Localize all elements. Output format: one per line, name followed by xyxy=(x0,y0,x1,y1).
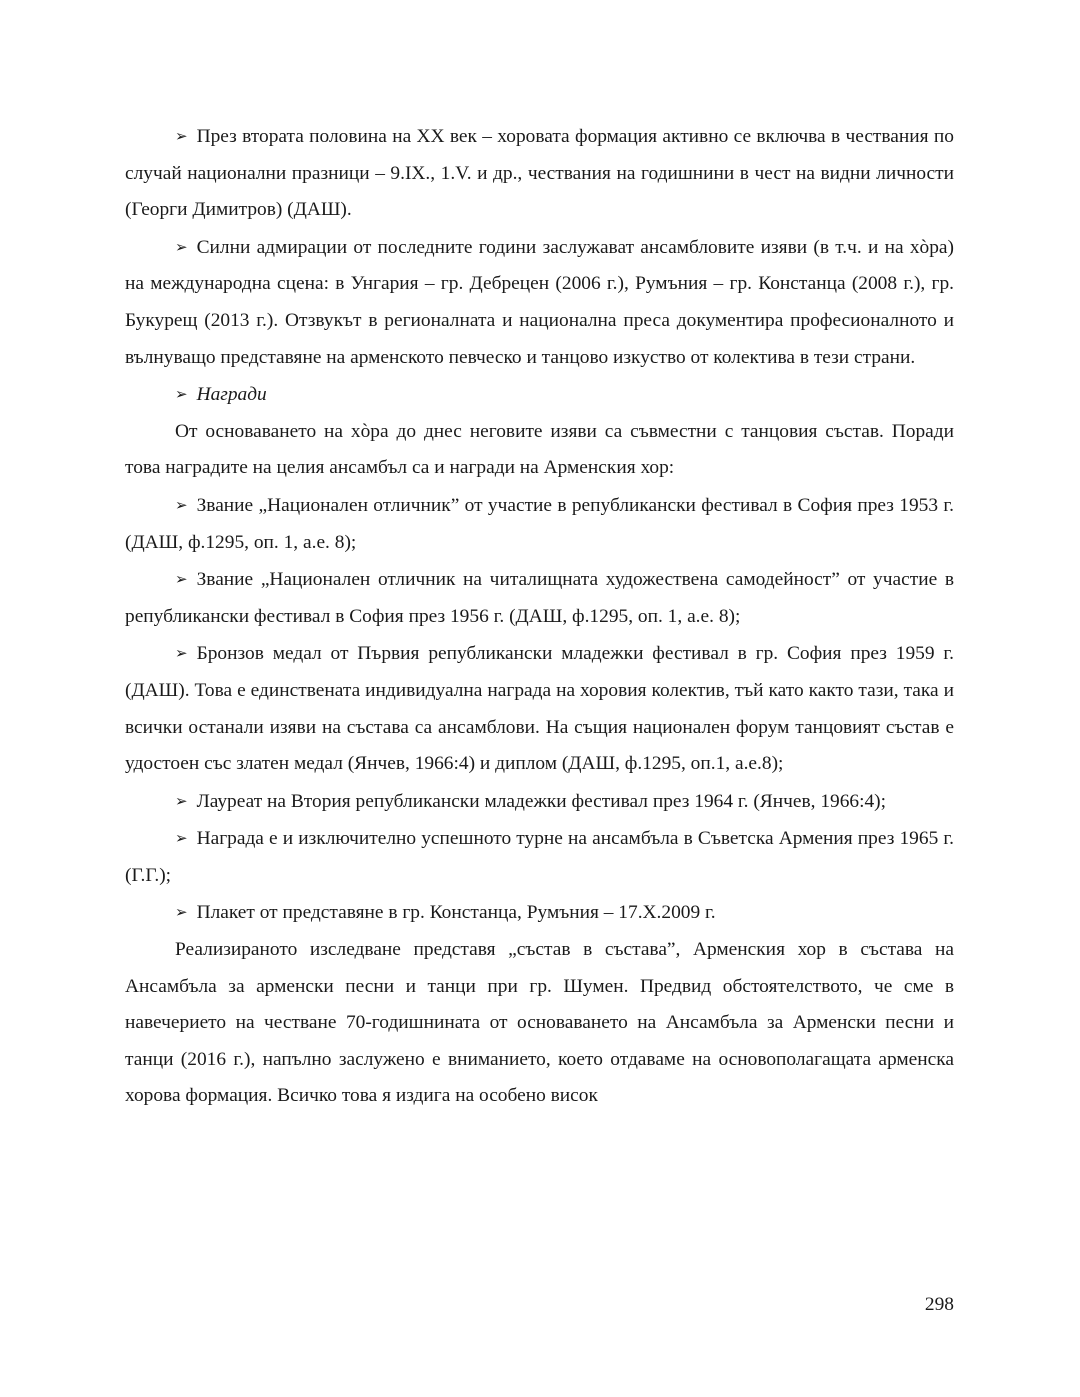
bullet-arrow-icon: ➢ xyxy=(175,495,188,514)
bullet-arrow-icon: ➢ xyxy=(175,237,188,256)
section-heading-awards xyxy=(125,376,954,414)
bullet-arrow-icon: ➢ xyxy=(175,570,188,589)
paragraph-international xyxy=(125,229,954,376)
bullet-arrow-icon: ➢ xyxy=(175,903,188,922)
paragraph-award-1965 xyxy=(125,820,954,894)
paragraph-text: Лауреат на Втория републикански младежки фестивал през 1964 г. (Янчев, 1966:4); xyxy=(196,790,887,812)
paragraph-text: Награда е и изключително успешното турне на ансамбъла в Съветска Армения през 1965 г. (Г.Г.); xyxy=(125,828,954,886)
page-body xyxy=(125,118,954,1115)
bullet-arrow-icon: ➢ xyxy=(175,791,188,810)
paragraph-text: Плакет от представяне в гр. Констанца, Румъния – 17.X.2009 г. xyxy=(196,902,716,924)
paragraph-holidays xyxy=(125,118,954,229)
paragraph-text: Бронзов медал от Първия републикански младежки фестивал в гр. София през 1959 г. (ДАШ). Това е единствената индивидуална награда на хоровия колектив, тъй като както тази, така и всички останали изяви на състава са ансамблови. На същия национален форум танцовият състав е удостоен със златен медал (Янчев, 1966:4) и диплом (ДАШ, ф.1295, оп.1, а.е.8); xyxy=(125,643,954,775)
paragraph-award-1959 xyxy=(125,635,954,782)
heading-text: Награди xyxy=(196,384,267,406)
paragraph-text: От основаването на хòра до днес неговите изяви са съвместни с танцовия състав. Поради това наградите на целия ансамбъл са и награди на Арменския хор: xyxy=(125,420,954,479)
bullet-arrow-icon: ➢ xyxy=(175,127,188,145)
paragraph-text: Реализираното изследване представя „състав в състава”, Арменския хор в състава на Ансамбъла за арменски песни и танци при гр. Шумен. Предвид обстоятелството, че сме в навечерието на честване 70-годишнината от основаването на Ансамбъла за Арменски песни и танци (2016 г.), напълно заслужено е вниманието, което отдаваме на основополагащата арменска хорова формация. Всичко това я издига на особено висок xyxy=(125,939,954,1107)
paragraph-award-2009 xyxy=(125,894,954,932)
paragraph-text: През втората половина на XX век – хоровата формация активно се включва в чествания по случай национални празници – 9.IX., 1.V. и др., чествания на годишнини в чест на видни личности (Георги Димитров) (ДАШ). xyxy=(125,126,954,221)
paragraph-text: Силни адмирации от последните години заслужават ансамбловите изяви (в т.ч. и на хòра) на международна сцена: в Унгария – гр. Дебрецен (2006 г.), Румъния – гр. Констанца (2008 г.), гр. Букурещ (2013 г.). Отзвукът в регионалната и национална преса документира професионалното и вълнуващо представяне на арменското певческо и танцово изкуство от колектива в тези страни. xyxy=(125,236,954,368)
page-number: 298 xyxy=(924,1294,954,1315)
paragraph-text: Звание „Национален отличник” от участие в републикански фестивал в София през 1953 г. (ДАШ, ф.1295, оп. 1, а.е. 8); xyxy=(125,494,954,553)
bullet-arrow-icon: ➢ xyxy=(175,644,188,663)
bullet-arrow-icon: ➢ xyxy=(175,385,188,404)
paragraph-conclusion xyxy=(125,932,954,1115)
paragraph-award-1956 xyxy=(125,561,954,635)
paragraph-text: Звание „Национален отличник на читалищната художествена самодейност” от участие в републикански фестивал в София през 1956 г. (ДАШ, ф.1295, оп. 1, а.е. 8); xyxy=(125,569,954,627)
paragraph-award-1953 xyxy=(125,487,954,561)
paragraph-awards-intro xyxy=(125,414,954,487)
bullet-arrow-icon: ➢ xyxy=(175,829,188,848)
paragraph-award-1964 xyxy=(125,783,954,821)
